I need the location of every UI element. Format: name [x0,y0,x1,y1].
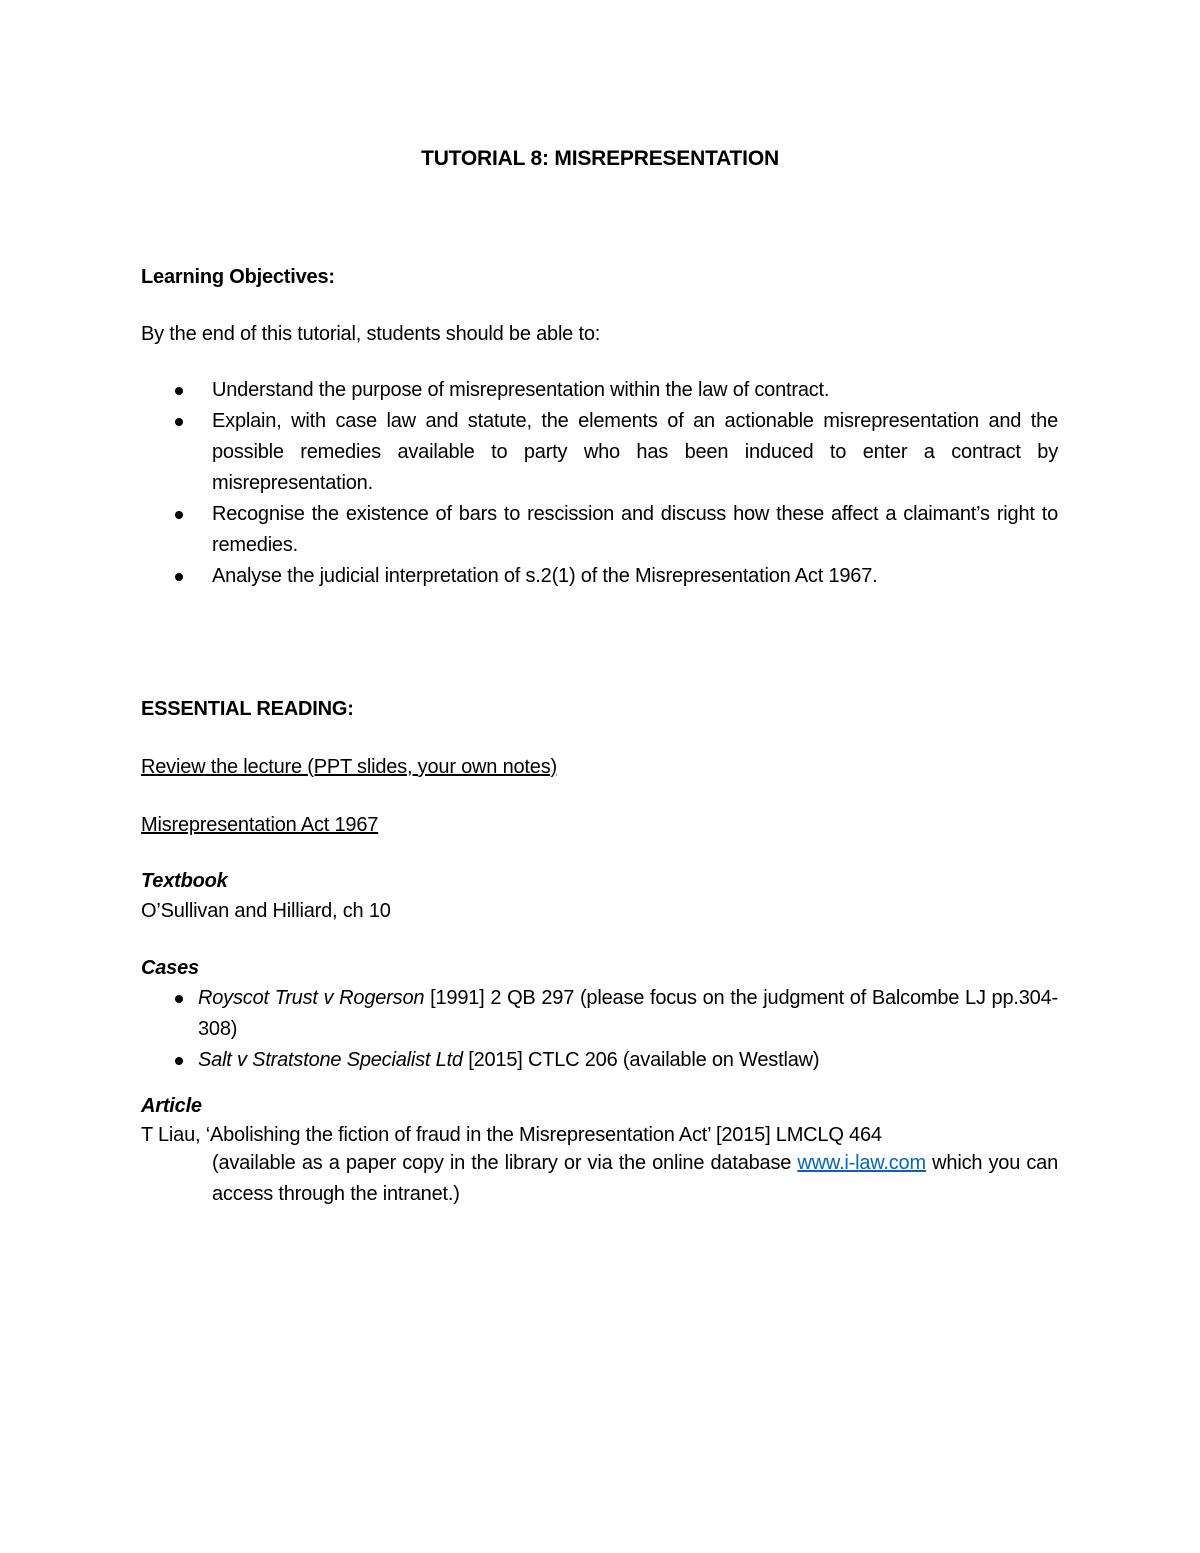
list-item [212,375,1058,406]
list-item [212,406,1058,499]
bullet-icon [175,418,183,426]
learning-objectives-heading: Learning Objectives: [141,266,335,288]
case-name: Salt v Stratstone Specialist Ltd [198,1049,463,1071]
bullet-icon [175,995,183,1003]
list-item-text: Recognise the existence of bars to rescission and discuss how these affect a claimant’s right to remedies. [212,503,1058,556]
learning-objectives-list [212,375,1058,592]
i-law-link[interactable]: www.i-law.com [797,1152,926,1174]
list-item-text: Understand the purpose of misrepresentation within the law of contract. [212,379,830,401]
article-label: Article [141,1095,202,1117]
cases-list [198,983,1058,1076]
article-reference: T Liau, ‘Abolishing the fiction of fraud in the Misrepresentation Act’ [2015] LMCLQ 464 [141,1124,882,1146]
review-lecture-text: Review the lecture (PPT slides, your own notes) [141,756,557,778]
case-citation: [1991] 2 QB 297 (please focus on the judgment of Balcombe LJ pp.304-308) [198,987,1058,1040]
bullet-icon [175,1057,183,1065]
textbook-reference: O’Sullivan and Hilliard, ch 10 [141,900,391,922]
bullet-icon [175,387,183,395]
list-item-text: Explain, with case law and statute, the elements of an actionable misrepresentation and the possible remedies available to party who has been induced to enter a contract by misrepresentation. [212,410,1058,494]
page-title: TUTORIAL 8: MISREPRESENTATION [421,147,779,170]
case-citation: [2015] CTLC 206 (available on Westlaw) [462,1049,820,1071]
list-item-text: Analyse the judicial interpretation of s.2(1) of the Misrepresentation Act 1967. [212,565,878,587]
bullet-icon [175,511,183,519]
list-item [212,499,1058,561]
case-name: Royscot Trust v Rogerson [198,987,425,1009]
misrepresentation-act-text: Misrepresentation Act 1967 [141,814,379,836]
article-note-before: (available as a paper copy in the library or via the online database [212,1152,798,1174]
bullet-icon [175,573,183,581]
learning-objectives-intro: By the end of this tutorial, students should be able to: [141,323,601,345]
article-note [212,1148,1058,1210]
cases-label: Cases [141,957,199,979]
list-item [212,561,1058,592]
article-note-after: which you can access through the intranet.) [212,1152,1058,1205]
essential-reading-heading: ESSENTIAL READING: [141,698,354,720]
textbook-label: Textbook [141,870,228,892]
list-item [198,983,1058,1045]
list-item [198,1045,1058,1076]
